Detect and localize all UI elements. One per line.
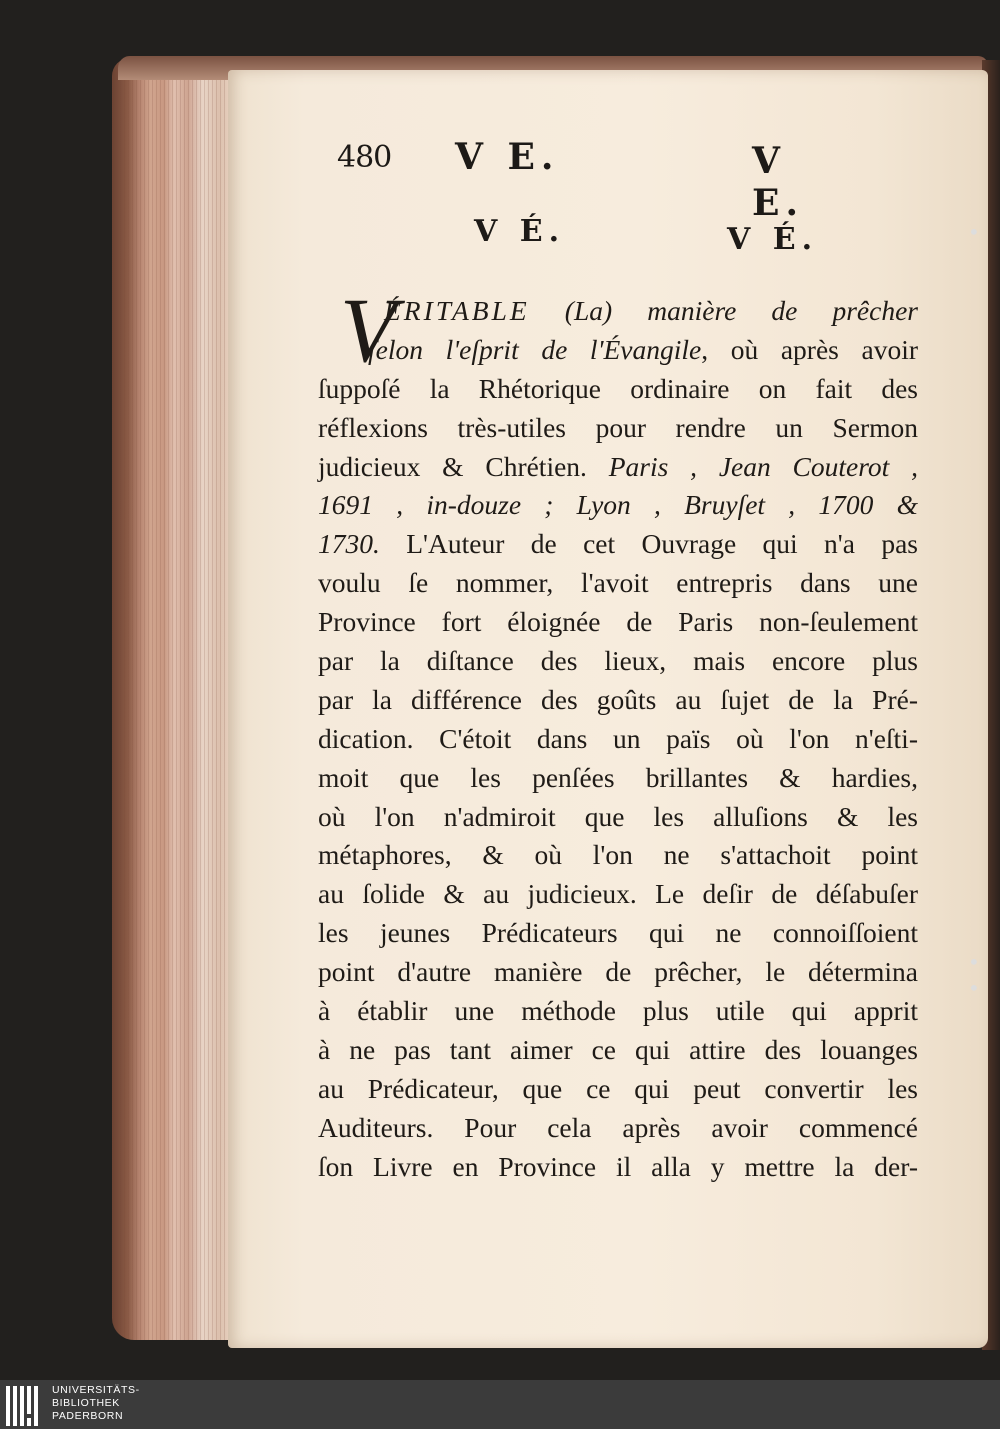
text-line: dication. C'étoit dans un païs où l'on n'eſti- [318,722,918,754]
text-line: par la différence des goûts au ſujet de la Pré- [318,683,918,715]
library-footer [0,1380,1000,1429]
text-line: au ſolide & au judicieux. Le deſir de déſabuſer [318,878,918,910]
text-line: où l'on n'admiroit que les alluſions & les [318,800,918,832]
margin-dot: • [968,950,980,974]
drop-cap: V [340,279,397,381]
margin-dot: • [968,220,980,244]
text-line: voulu ſe nommer, l'avoit entrepris dans une [318,567,918,599]
entry-text [318,279,918,1186]
library-name: UNIVERSITÄTS- BIBLIOTHEK PADERBORN [52,1384,140,1422]
text-line: point d'autre manière de prêcher, le détermina [318,956,918,988]
text-line: au Prédicateur, que ce qui peut convertir les [318,1072,918,1104]
text-line: Province fort éloignée de Paris non-ſeulement [318,606,918,638]
text-line: par la diſtance des lieux, mais encore plus [318,645,918,677]
text-line: ſuppoſé la Rhétorique ordinaire on fait des [318,372,918,404]
text-line: ſon Livre en Province il alla y mettre la der- [318,1150,918,1182]
text-line: réflexions très-utiles pour rendre un Sermon [318,411,918,443]
text-line: les jeunes Prédicateurs qui ne connoiſſoient [318,917,918,949]
text-line: judicieux & Chrétien. Paris , Jean Couterot , [318,450,918,482]
running-head-right: V E. [752,140,804,224]
text-line: à ne pas tant aimer ce qui attire des louanges [318,1033,918,1065]
text-line: métaphores, & où l'on ne s'attachoit point [318,839,918,871]
page-number: 480 [337,140,392,175]
text-line: ÉRITABLE (La) manière de prêcher [384,295,918,326]
running-header [337,136,837,224]
text-line: à établir une méthode plus utile qui apprit [318,995,918,1027]
margin-dot: • [968,976,980,1000]
text-line: 1730. L'Auteur de cet Ouvrage qui n'a pas [318,528,918,560]
book-page-edges [112,58,242,1340]
sub-head-right: V É. [727,222,819,257]
running-head-left: V E. [455,136,560,178]
text-line: Auditeurs. Pour cela après avoir commencé [318,1111,918,1143]
text-line: ſelon l'eſprit de l'Évangile, où après avoir [368,333,918,365]
text-line: 1691 , in-douze ; Lyon , Bruyſet , 1700 & [318,489,918,521]
library-logo-icon [6,1386,46,1426]
text-line: moit que les penſées brillantes & hardies, [318,761,918,793]
sub-head-left: V É. [474,214,566,249]
